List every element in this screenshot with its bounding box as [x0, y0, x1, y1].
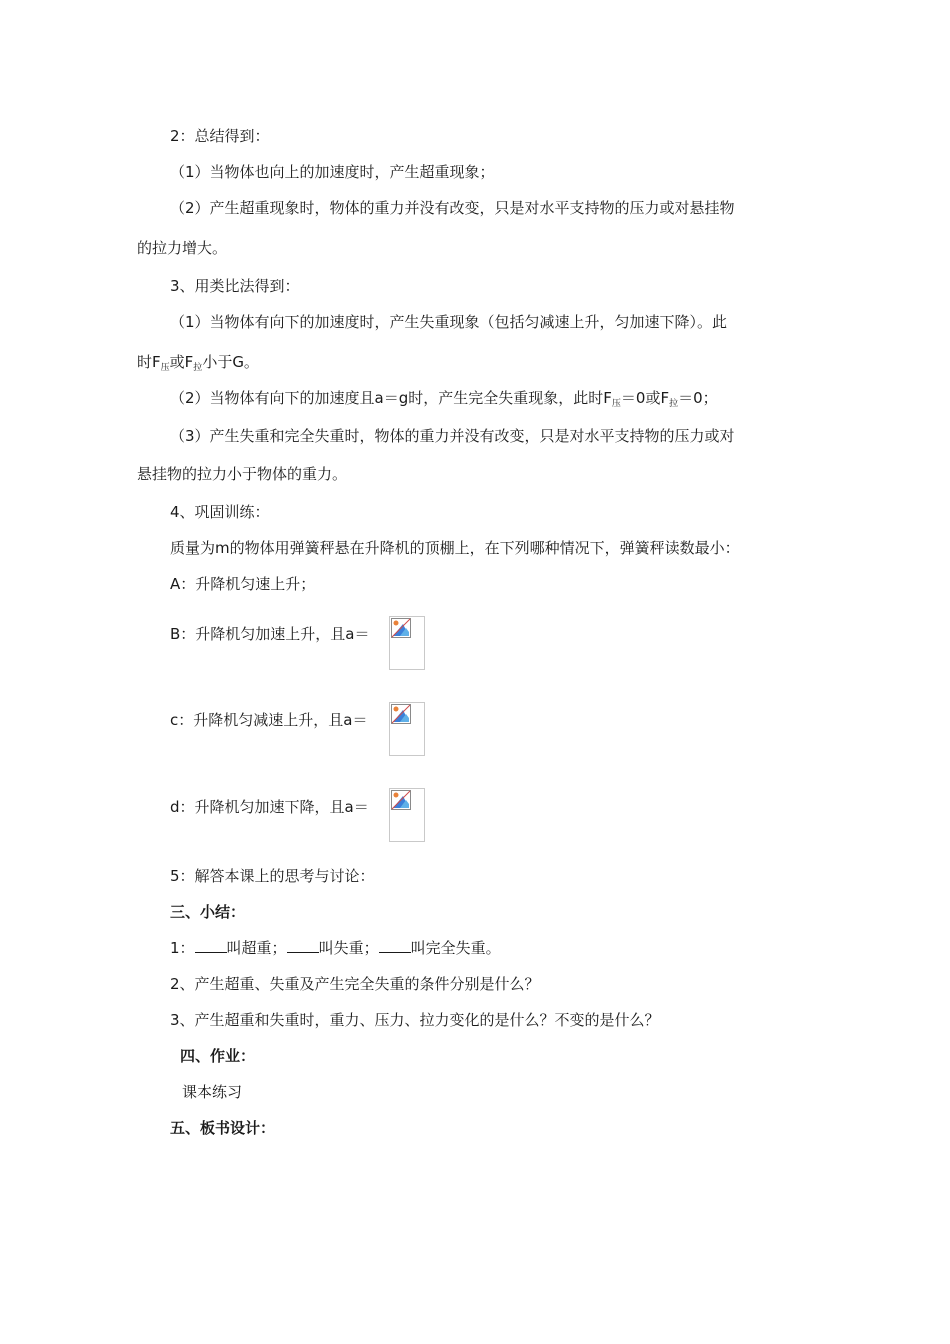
option-d: d：升降机匀加速下降，且a＝: [170, 798, 369, 816]
blank-1[interactable]: [195, 938, 227, 953]
section-2-heading: 2：总结得到：: [170, 127, 270, 145]
section-3-point-3-line-1: （3）产生失重和完全失重时，物体的重力并没有改变，只是对水平支持物的压力或对: [170, 427, 735, 445]
section-4-heading: 4、巩固训练：: [170, 503, 270, 521]
option-c-image: [389, 702, 425, 756]
summary-question-3: 3、产生超重和失重时，重力、压力、拉力变化的是什么？不变的是什么？: [170, 1011, 660, 1029]
board-design-heading: 五、板书设计：: [170, 1119, 276, 1137]
section-2-point-2-line-2: 的拉力增大。: [137, 239, 228, 257]
option-d-image: [389, 788, 425, 842]
summary-question-1: 1： 叫超重； 叫失重； 叫完全失重。: [170, 939, 501, 957]
section-3-point-2: （2）当物体有向下的加速度且a＝g时，产生完全失重现象，此时$F_压=0$或$F_拉=0$；: [170, 389, 718, 409]
broken-image-icon: [391, 790, 411, 810]
section-3-point-1-line-2: 时$F_压$或$F_拉$小于G。: [137, 353, 259, 373]
section-3-point-3-line-2: 悬挂物的拉力小于物体的重力。: [137, 465, 348, 483]
broken-image-icon: [391, 704, 411, 724]
section-3-point-1-line-1: （1）当物体有向下的加速度时，产生失重现象（包括匀减速上升，匀加速下降）。此: [170, 313, 728, 331]
option-a: A：升降机匀速上升；: [170, 575, 316, 593]
summary-question-2: 2、产生超重、失重及产生完全失重的条件分别是什么？: [170, 975, 540, 993]
blank-2[interactable]: [287, 938, 319, 953]
section-3-heading: 3、用类比法得到：: [170, 277, 300, 295]
option-c: c：升降机匀减速上升，且a＝: [170, 711, 368, 729]
summary-heading: 三、小结：: [170, 903, 246, 921]
section-2-point-1: （1）当物体也向上的加速度时，产生超重现象；: [170, 163, 495, 181]
section-2-point-2-line-1: （2）产生超重现象时，物体的重力并没有改变，只是对水平支持物的压力或对悬挂物: [170, 199, 735, 217]
broken-image-icon: [391, 618, 411, 638]
option-b-image: [389, 616, 425, 670]
section-5-heading: 5：解答本课上的思考与讨论：: [170, 867, 375, 885]
homework-content: 课本练习: [182, 1083, 243, 1101]
exercise-question: 质量为m的物体用弹簧秤悬在升降机的顶棚上，在下列哪种情况下，弹簧秤读数最小：: [170, 539, 740, 557]
blank-3[interactable]: [379, 938, 411, 953]
homework-heading: 四、作业：: [180, 1047, 256, 1065]
option-b: B：升降机匀加速上升，且a＝: [170, 625, 370, 643]
